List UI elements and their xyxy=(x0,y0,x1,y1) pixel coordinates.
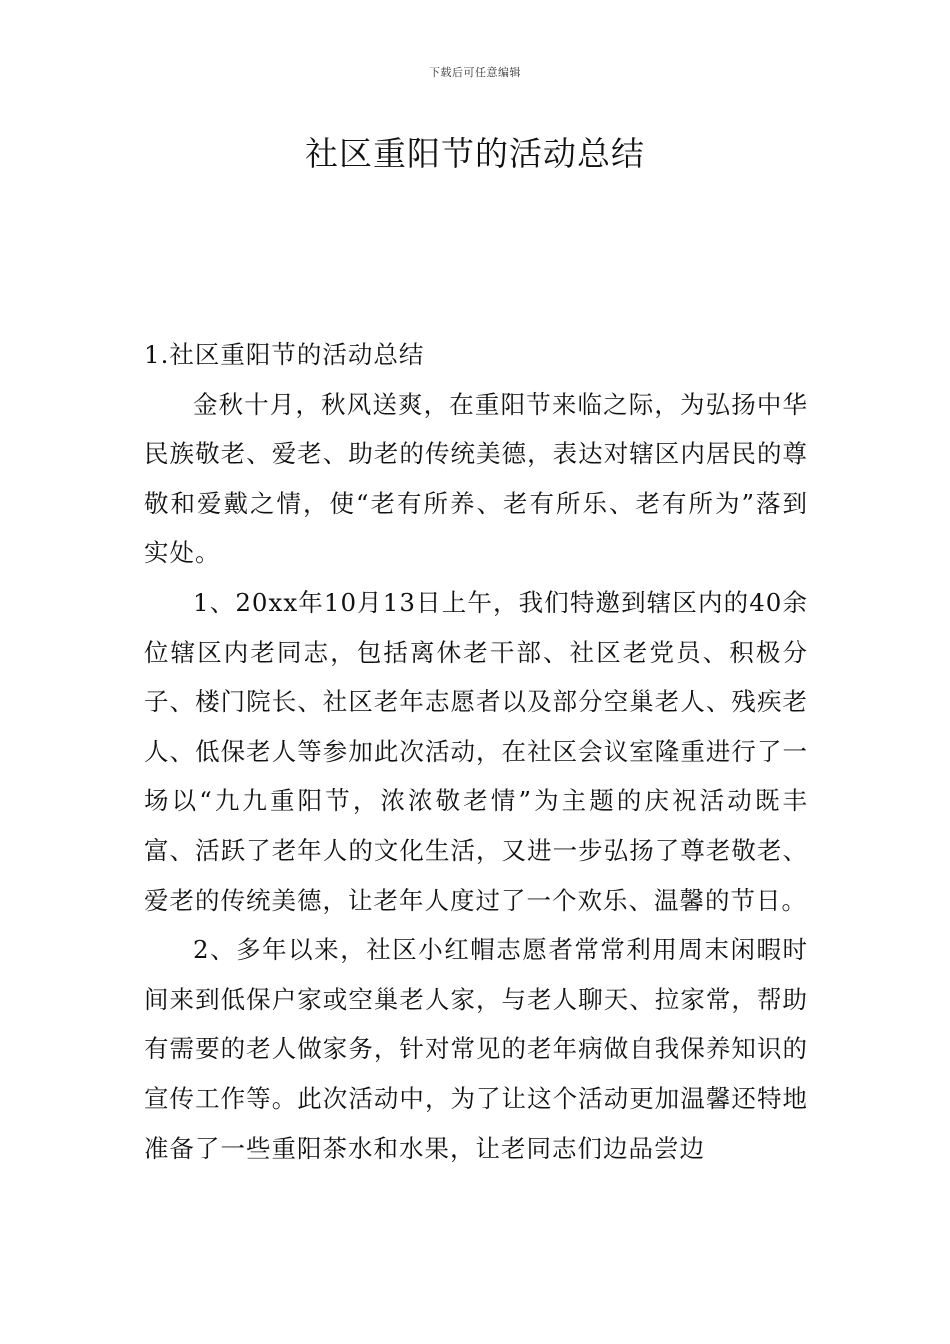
paragraph-item-2: 2、多年以来，社区小红帽志愿者常常利用周末闲暇时间来到低保户家或空巢老人家，与老人聊天、拉家常，帮助有需要的老人做家务，针对常见的老年病做自我保养知识的宣传工作等。此次活动中，为了让这个活动更加温馨还特地准备了一些重阳茶水和水果，让老同志们边品尝边 xyxy=(144,935,808,1163)
document-body xyxy=(144,330,808,1173)
paragraph-intro: 金秋十月，秋风送爽，在重阳节来临之际，为弘扬中华民族敬老、爱老、助老的传统美德，表达对辖区内居民的尊敬和爱戴之情，使“老有所养、老有所乐、老有所为”落到实处。 xyxy=(144,389,808,568)
section-heading: 1.社区重阳节的活动总结 xyxy=(144,340,425,369)
document-title: 社区重阳节的活动总结 xyxy=(305,134,645,173)
header-note: 下载后可任意编辑 xyxy=(429,66,521,79)
paragraph-item-1: 1、20xx年10月13日上午，我们特邀到辖区内的40余位辖区内老同志，包括离休老干部、社区老党员、积极分子、楼门院长、社区老年志愿者以及部分空巢老人、残疾老人、低保老人等参加此次活动，在社区会议室隆重进行了一场以“九九重阳节，浓浓敬老情”为主题的庆祝活动既丰富、活跃了老年人的文化生活，又进一步弘扬了尊老敬老、爱老的传统美德，让老年人度过了一个欢乐、温馨的节日。 xyxy=(144,587,808,915)
